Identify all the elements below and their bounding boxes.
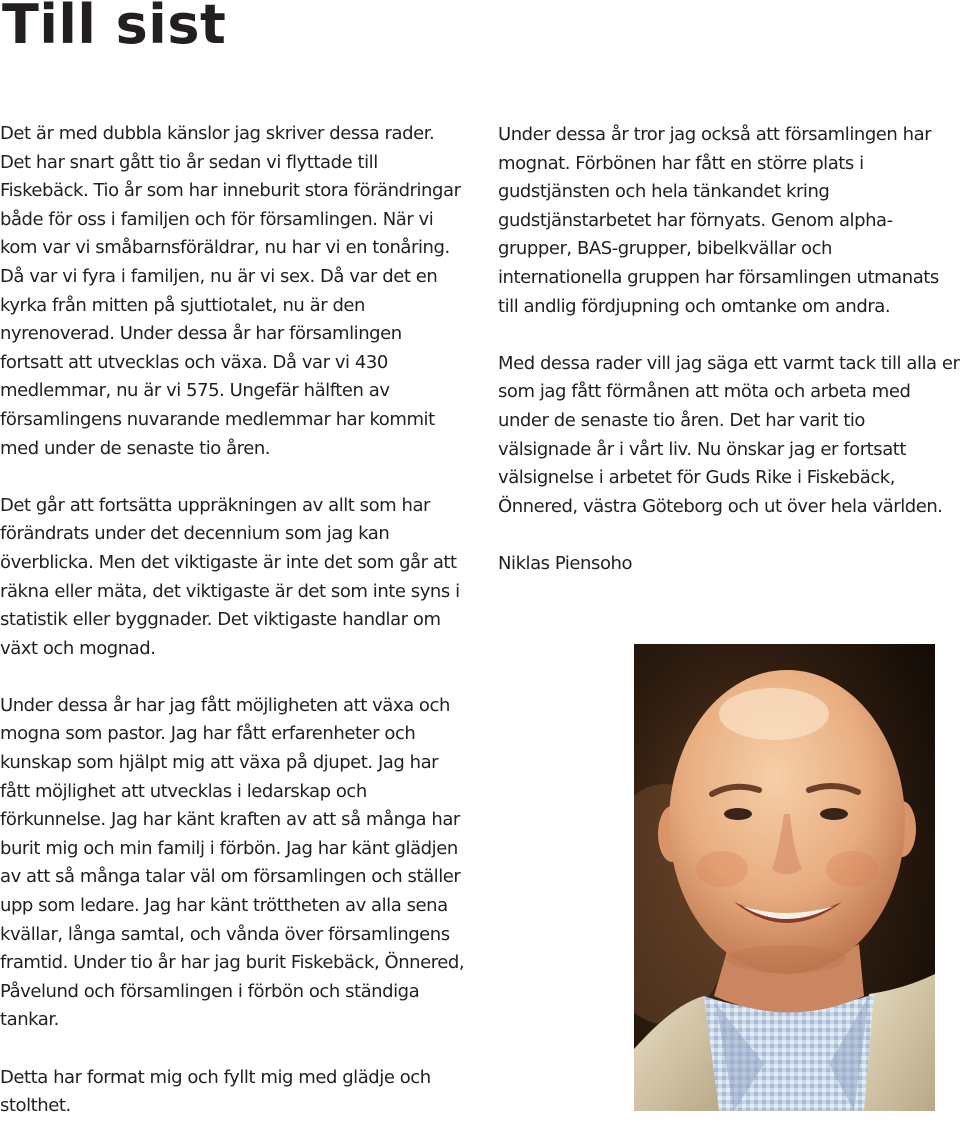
portrait-illustration [634,644,935,1111]
portrait-photo [634,644,935,1111]
paragraph: Det går att fortsätta uppräkningen av allt som har förändrats under det decennium som jag kan överblicka. Men det viktigaste är inte det som går att räkna eller mäta, det viktigaste är det som inte syns i statistik eller byggnader. Det viktigaste handlar om växt och mognad. [0,494,460,659]
paragraph: Detta har format mig och fyllt mig med glädje och stolthet. [0,1066,431,1117]
paragraph: Det är med dubbla känslor jag skriver dessa rader. Det har snart gått tio år sedan vi flyttade till Fiskebäck. Tio år som har inneburit stora förändringar både för oss i familjen och för församlingen. När vi kom var vi småbarnsföräldrar, nu har vi en tonåring. Då var vi fyra i familjen, nu är vi sex. Då var det en kyrka från mitten på sjuttiotalet, nu är den nyrenoverad. Under dessa år har församlingen fortsatt att utvecklas och växa. Då var vi 430 medlemmar, nu är vi 575. Ungefär hälften av församlingens nuvarande medlemmar har kommit med under de senaste tio åren. [0,123,461,459]
left-column [0,120,468,1121]
right-column [498,121,960,579]
paragraph: Under dessa år har jag fått möjligheten att växa och mogna som pastor. Jag har fått erfarenheter och kunskap som hjälpt mig att växa på djupet. Jag har fått möjlighet att utvecklas i ledarskap och förkunnelse. Jag har känt kraften av att så många har burit mig och min familj i förbön. Jag har känt glädjen av att så många talar väl om församlingen och ställer upp som ledare. Jag har känt tröttheten av alla sena kvällar, långa samtal, och vånda över församlingens framtid. Under tio år har jag burit Fiskebäck, Önnered, Påvelund och församlingen i förbön och ständiga tankar. [0,694,465,1031]
paragraph: Med dessa rader vill jag säga ett varmt tack till alla er som jag fått förmånen att möta och arbeta med under de senaste tio åren. Det har varit tio välsignade år i vårt liv. Nu önskar jag er fortsatt välsignelse i arbetet för Guds Rike i Fiskebäck, Önnered, västra Göteborg och ut över hela världen. [498,352,960,517]
page-title: Till sist [2,0,227,56]
paragraph: Under dessa år tror jag också att församlingen har mognat. Förbönen har fått en större plats i gudstjänsten och hela tänkandet kring gudstjänstarbetet har förnyats. Genom alpha-grupper, BAS-grupper, bibelkvällar och internationella gruppen har församlingen utmanats till andlig fördjupning och omtanke om andra. [498,124,939,317]
signature: Niklas Piensoho [498,552,633,574]
